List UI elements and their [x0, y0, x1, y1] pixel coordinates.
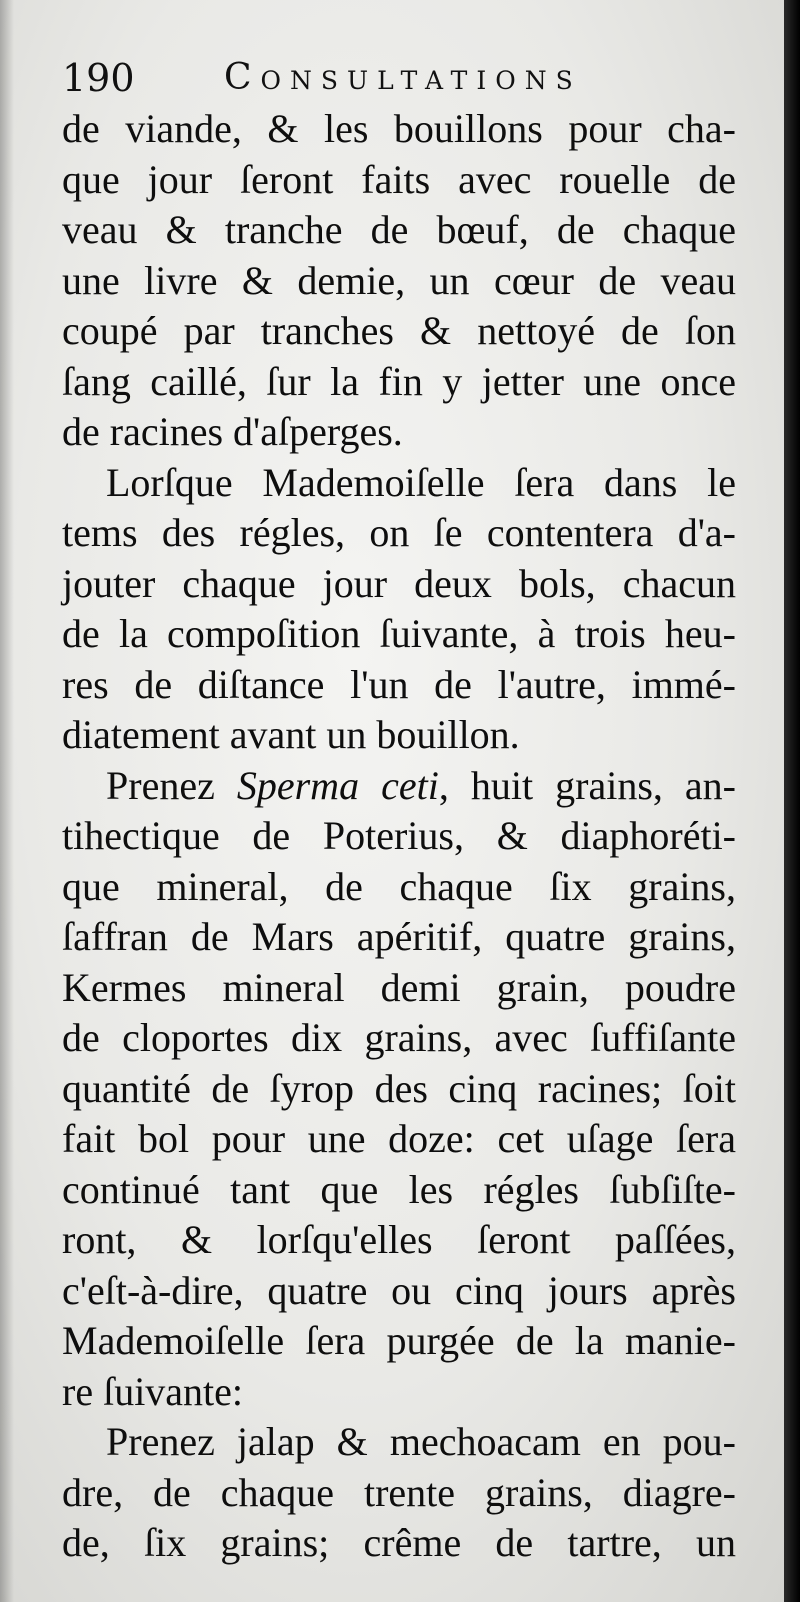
- paragraph: [62, 761, 736, 1418]
- text-line: ſaffran de Mars apéritif, quatre grains,: [62, 914, 736, 959]
- paragraph: [62, 458, 736, 761]
- text-line: res de diſtance l'un de l'autre, immé-: [62, 661, 736, 707]
- text-line: de viande, & les bouillons pour cha-: [62, 106, 736, 151]
- book-gutter: [784, 0, 800, 1602]
- text-fragment: , huit grains, an-: [438, 762, 736, 808]
- text-line: jouter chaque jour deux bols, chacun: [62, 560, 736, 606]
- text-line: Kermes mineral demi grain, poudre: [62, 964, 736, 1010]
- text-line: continué tant que les régles ſubſiſte-: [62, 1166, 736, 1212]
- text-line: de, ſix grains; crême de tartre, un: [62, 1520, 736, 1565]
- text-line: fait bol pour une doze: cet uſage ſera: [62, 1116, 736, 1161]
- text-line: que mineral, de chaque ſix grains,: [62, 863, 736, 909]
- running-title: Consultations: [224, 57, 582, 98]
- text-line: que jour ſeront faits avec rouelle de: [62, 156, 736, 202]
- page-edge-shadow: [0, 0, 14, 1602]
- text-line: re ſuivante:: [62, 1368, 244, 1414]
- text-line: de la compoſition ſuivante, à trois heu-: [62, 611, 736, 656]
- text-line: dre, de chaque trente grains, diagre-: [62, 1469, 736, 1515]
- text-line: Mademoiſelle ſera purgée de la manie-: [62, 1318, 736, 1363]
- page-number: 190: [62, 56, 135, 100]
- paragraph: [62, 1417, 736, 1569]
- text-line: Prenez jalap & mechoacam en pou-: [106, 1419, 736, 1464]
- paragraph: [62, 104, 736, 458]
- text-line: de racines d'aſperges.: [62, 409, 403, 454]
- italic-term: Sperma ceti: [236, 762, 439, 808]
- text-line: ſang caillé, ſur la fin y jetter une once: [62, 358, 736, 404]
- text-line: diatement avant un bouillon.: [62, 712, 520, 757]
- text-fragment: Prenez: [106, 762, 237, 808]
- text-line: c'eſt-à-dire, quatre ou cinq jours après: [62, 1267, 736, 1313]
- text-line: ront, & lorſqu'elles ſeront paſſées,: [62, 1217, 736, 1262]
- text-line: tihectique de Poterius, & diaphoréti-: [62, 813, 736, 858]
- running-head: [62, 52, 742, 104]
- text-line: tems des régles, on ſe contentera d'a-: [62, 510, 736, 555]
- text-line: Lorſque Mademoiſelle ſera dans le: [106, 459, 736, 505]
- text-line: veau & tranche de bœuf, de chaque: [62, 207, 736, 252]
- body-text: [62, 104, 736, 1569]
- text-line: quantité de ſyrop des cinq racines; ſoit: [62, 1065, 736, 1111]
- text-line: coupé par tranches & nettoyé de ſon: [62, 308, 736, 353]
- text-line: [62, 761, 736, 812]
- text-line: une livre & demie, un cœur de veau: [62, 257, 736, 303]
- text-line: de cloportes dix grains, avec ſuffiſante: [62, 1015, 736, 1060]
